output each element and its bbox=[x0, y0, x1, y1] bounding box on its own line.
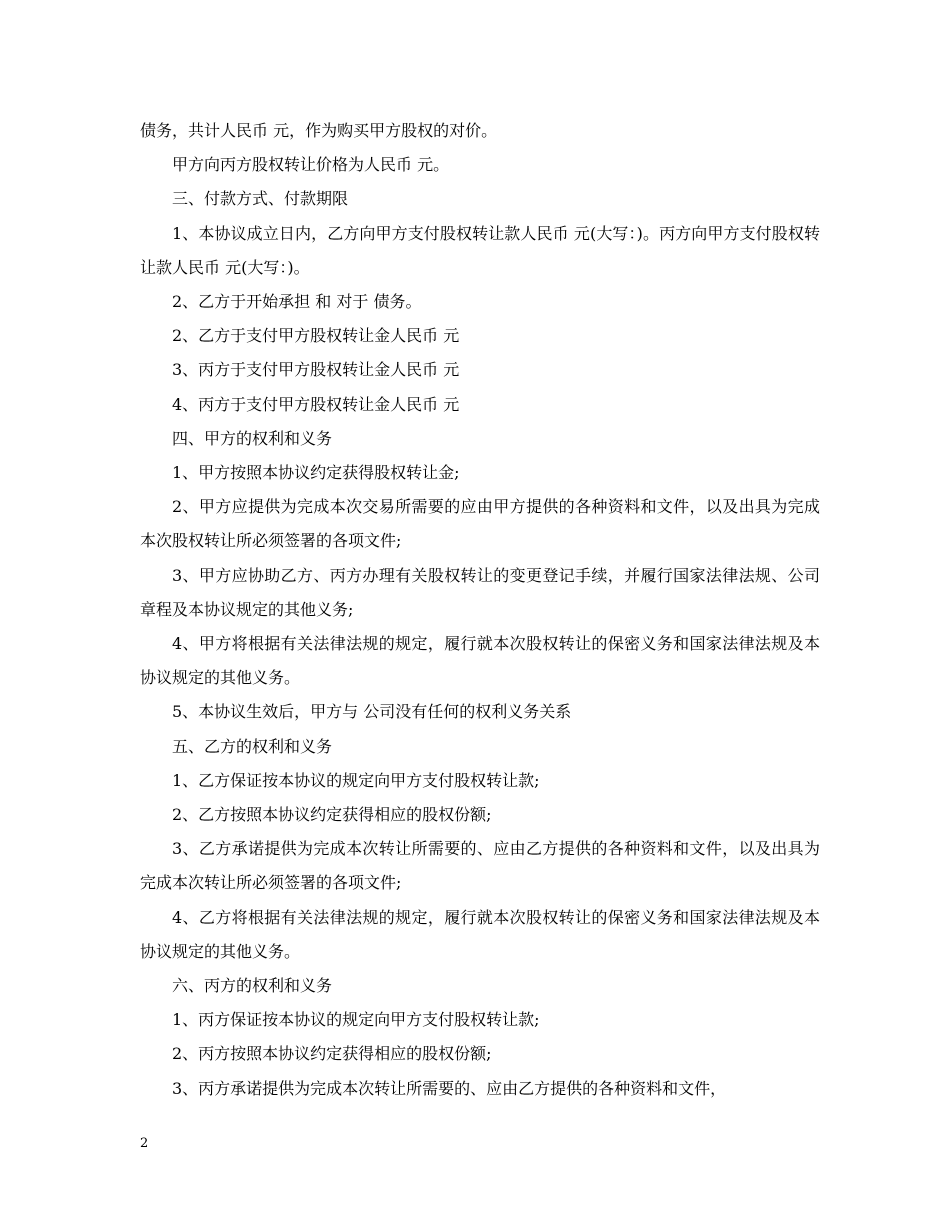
document-body bbox=[140, 114, 820, 1106]
paragraph: 甲方向丙方股权转让价格为人民币 元。 bbox=[172, 155, 450, 175]
paragraph: 1、丙方保证按本协议的规定向甲方支付股权转让款; bbox=[172, 1010, 540, 1030]
paragraph: 5、本协议生效后，甲方与 公司没有任何的权利义务关系 bbox=[172, 702, 572, 722]
paragraph: 3、丙方于支付甲方股权转让金人民币 元 bbox=[172, 360, 460, 380]
paragraph: 1、甲方按照本协议约定获得股权转让金; bbox=[172, 463, 460, 483]
paragraph: 3、丙方承诺提供为完成本次转让所需要的、应由乙方提供的各种资料和文件， bbox=[172, 1078, 727, 1098]
page-number: 2 bbox=[140, 1136, 149, 1151]
section-heading: 六、丙方的权利和义务 bbox=[172, 976, 333, 996]
paragraph: 4、乙方将根据有关法律法规的规定，履行就本次股权转让的保密义务和国家法律法规及本协议规定的其他义务。 bbox=[140, 907, 820, 961]
section-heading: 三、付款方式、付款期限 bbox=[172, 189, 349, 209]
paragraph: 3、甲方应协助乙方、丙方办理有关股权转让的变更登记手续，并履行国家法律法规、公司章程及本协议规定的其他义务; bbox=[140, 565, 820, 619]
paragraph: 2、甲方应提供为完成本次交易所需要的应由甲方提供的各种资料和文件，以及出具为完成本次股权转让所必须签署的各项文件; bbox=[140, 497, 820, 551]
paragraph: 4、甲方将根据有关法律法规的规定，履行就本次股权转让的保密义务和国家法律法规及本协议规定的其他义务。 bbox=[140, 634, 820, 688]
paragraph: 3、乙方承诺提供为完成本次转让所需要的、应由乙方提供的各种资料和文件，以及出具为完成本次转让所必须签署的各项文件; bbox=[140, 839, 820, 893]
paragraph: 1、本协议成立日内，乙方向甲方支付股权转让款人民币 元(大写：)。丙方向甲方支付股权转让款人民币 元(大写：)。 bbox=[140, 223, 820, 277]
paragraph: 债务，共计人民币 元，作为购买甲方股权的对价。 bbox=[140, 121, 498, 140]
paragraph: 2、丙方按照本协议约定获得相应的股权份额; bbox=[172, 1044, 492, 1064]
section-heading: 五、乙方的权利和义务 bbox=[172, 736, 333, 756]
paragraph: 4、丙方于支付甲方股权转让金人民币 元 bbox=[172, 394, 460, 414]
paragraph: 2、乙方于开始承担 和 对于 债务。 bbox=[172, 292, 422, 312]
paragraph: 2、乙方于支付甲方股权转让金人民币 元 bbox=[172, 326, 460, 346]
paragraph: 2、乙方按照本协议约定获得相应的股权份额; bbox=[172, 805, 492, 825]
section-heading: 四、甲方的权利和义务 bbox=[172, 428, 333, 448]
paragraph: 1、乙方保证按本协议的规定向甲方支付股权转让款; bbox=[172, 770, 540, 790]
